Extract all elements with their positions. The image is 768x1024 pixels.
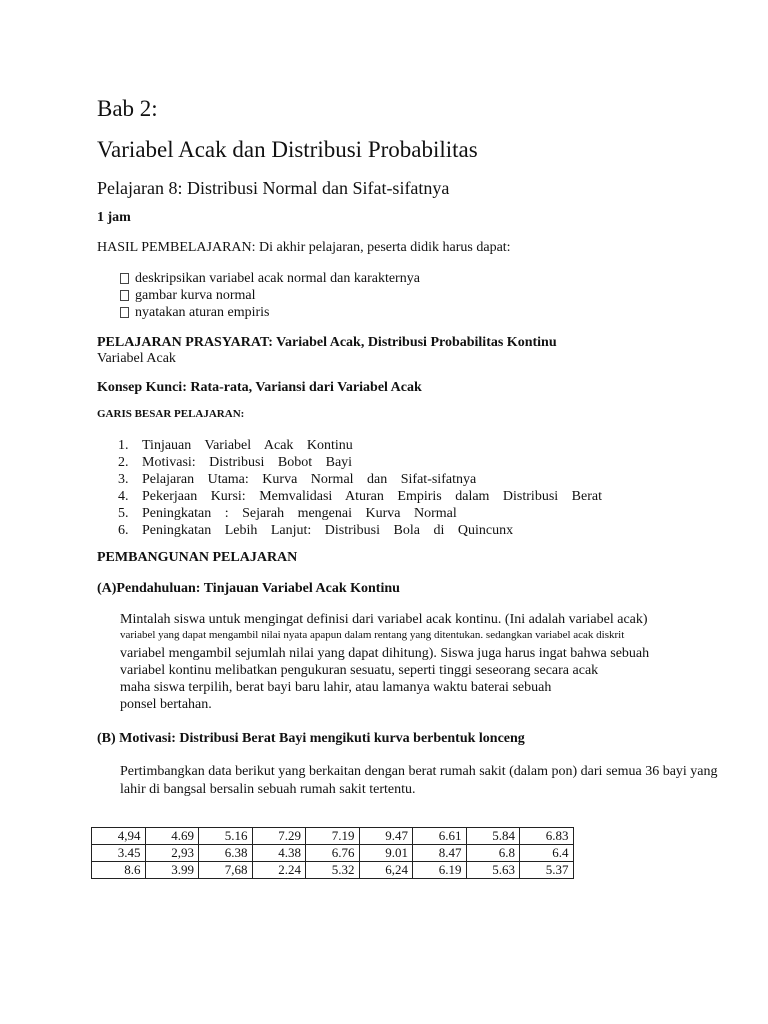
table-cell: 3.45 bbox=[92, 845, 146, 862]
section-a-paragraph: Mintalah siswa untuk mengingat definisi dari variabel acak kontinu. (Ini adalah variabel acak) variabel yang dapat mengambil nilai nyata apapun dalam rentang yang ditentukan. sedangkan variabel acak diskrit variabel mengambil sejumlah nilai yang dapat dihitung). Siswa juga harus ingat bahwa sebuah variabel kontinu melibatkan pengukuran sesuatu, seperti tinggi seseorang secara acak maha siswa terpilih, berat bayi baru lahir, atau lamanya waktu baterai sebuah ponsel bertahan. bbox=[120, 612, 650, 712]
table-cell: 5.84 bbox=[466, 828, 520, 845]
table-cell: 6.19 bbox=[413, 862, 467, 879]
table-row bbox=[92, 862, 574, 879]
list-item: 5. Peningkatan : Sejarah mengenai Kurva Normal bbox=[118, 506, 457, 521]
table-cell: 3.99 bbox=[145, 862, 199, 879]
outcome-item: nyatakan aturan empiris bbox=[120, 304, 420, 321]
lesson-outline-list bbox=[118, 437, 602, 539]
outline-heading: GARIS BESAR PELAJARAN: bbox=[97, 408, 245, 420]
list-item: 4. Pekerjaan Kursi: Memvalidasi Aturan Empiris dalam Distribusi Berat bbox=[118, 489, 602, 504]
section-b-heading: (B) Motivasi: Distribusi Berat Bayi mengikuti kurva berbentuk lonceng bbox=[97, 731, 525, 746]
checkbox-bullet-icon bbox=[120, 307, 129, 318]
table-cell: 9.01 bbox=[359, 845, 413, 862]
learning-outcomes-list bbox=[120, 270, 420, 321]
table-cell: 2,93 bbox=[145, 845, 199, 862]
table-cell: 6.83 bbox=[520, 828, 574, 845]
table-cell: 9.47 bbox=[359, 828, 413, 845]
table-cell: 5.16 bbox=[199, 828, 253, 845]
key-concepts: Konsep Kunci: Rata-rata, Variansi dari Variabel Acak bbox=[97, 380, 422, 395]
table-cell: 4.38 bbox=[252, 845, 306, 862]
table-cell: 5.37 bbox=[520, 862, 574, 879]
baby-weight-table bbox=[91, 827, 574, 879]
table-cell: 4.69 bbox=[145, 828, 199, 845]
chapter-number: Bab 2: bbox=[97, 96, 158, 121]
learning-outcomes-intro: HASIL PEMBELAJARAN: Di akhir pelajaran, peserta didik harus dapat: bbox=[97, 240, 511, 255]
checkbox-bullet-icon bbox=[120, 290, 129, 301]
table-cell: 6.61 bbox=[413, 828, 467, 845]
table-row bbox=[92, 845, 574, 862]
chapter-title: Variabel Acak dan Distribusi Probabilitas bbox=[97, 137, 478, 162]
section-a-heading: (A)Pendahuluan: Tinjauan Variabel Acak Kontinu bbox=[97, 581, 400, 596]
outcome-item: gambar kurva normal bbox=[120, 287, 420, 304]
table-cell: 4,94 bbox=[92, 828, 146, 845]
table-cell: 7.19 bbox=[306, 828, 360, 845]
checkbox-bullet-icon bbox=[120, 273, 129, 284]
list-item: 1. Tinjauan Variabel Acak Kontinu bbox=[118, 438, 353, 453]
table-cell: 8.47 bbox=[413, 845, 467, 862]
lesson-title: Pelajaran 8: Distribusi Normal dan Sifat-sifatnya bbox=[97, 178, 450, 198]
table-cell: 7,68 bbox=[199, 862, 253, 879]
list-item: 2. Motivasi: Distribusi Bobot Bayi bbox=[118, 455, 353, 470]
table-cell: 6.8 bbox=[466, 845, 520, 862]
outcome-item: deskripsikan variabel acak normal dan karakternya bbox=[120, 270, 420, 287]
table-cell: 8.6 bbox=[92, 862, 146, 879]
table-cell: 6.38 bbox=[199, 845, 253, 862]
development-heading: PEMBANGUNAN PELAJARAN bbox=[97, 550, 298, 565]
table-cell: 2.24 bbox=[252, 862, 306, 879]
lesson-duration: 1 jam bbox=[97, 210, 131, 225]
prerequisite-block bbox=[97, 335, 557, 367]
table-row bbox=[92, 828, 574, 845]
table-cell: 6,24 bbox=[359, 862, 413, 879]
table-cell: 6.76 bbox=[306, 845, 360, 862]
table-cell: 7.29 bbox=[252, 828, 306, 845]
list-item: 3. Pelajaran Utama: Kurva Normal dan Sifat-sifatnya bbox=[118, 472, 477, 487]
table-cell: 6.4 bbox=[520, 845, 574, 862]
list-item: 6. Peningkatan Lebih Lanjut: Distribusi Bola di Quincunx bbox=[118, 523, 514, 538]
prerequisite-label: PELAJARAN PRASYARAT: Variabel Acak, Distribusi Probabilitas Kontinu bbox=[97, 335, 557, 350]
section-b-paragraph: Pertimbangkan data berikut yang berkaitan dengan berat rumah sakit (dalam pon) dari semua 36 bayi yang lahir di bangsal bersalin sebuah rumah sakit tertentu. bbox=[120, 764, 718, 797]
table-cell: 5.63 bbox=[466, 862, 520, 879]
prerequisite-continuation: Variabel Acak bbox=[97, 351, 176, 366]
table-cell: 5.32 bbox=[306, 862, 360, 879]
